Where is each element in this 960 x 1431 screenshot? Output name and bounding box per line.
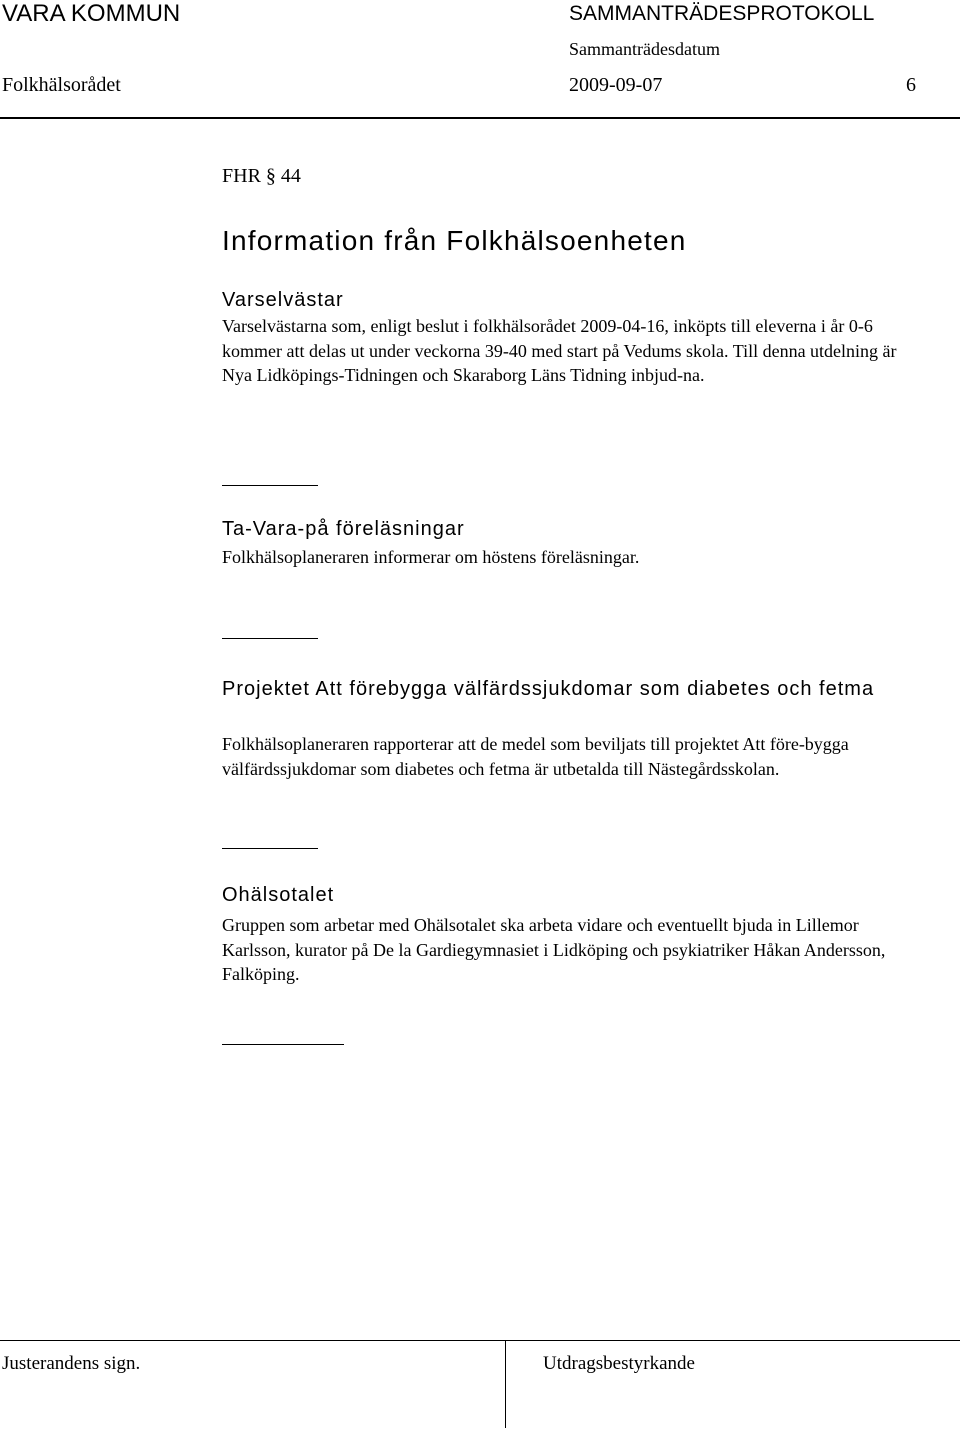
organization-name: VARA KOMMUN: [2, 0, 181, 27]
section-separator: [222, 848, 318, 849]
footer-divider: [0, 1340, 960, 1341]
document-type: SAMMANTRÄDESPROTOKOLL: [569, 2, 875, 25]
section-separator: [222, 485, 318, 486]
body-name: Folkhälsorådet: [2, 74, 121, 96]
section-title: Ohälsotalet: [222, 884, 335, 906]
footer-column-divider: [505, 1340, 506, 1428]
main-title: Information från Folkhälsoenheten: [222, 225, 687, 256]
section-text: Folkhälsoplaneraren informerar om höstens föreläsningar.: [222, 547, 640, 567]
date-label: Sammanträdesdatum: [569, 39, 720, 59]
page-number: 6: [906, 74, 916, 96]
header-divider: [0, 117, 960, 119]
paragraph-number: FHR § 44: [222, 165, 301, 187]
section-title: Projektet Att förebygga välfärdssjukdomar som diabetes och fetma: [222, 678, 875, 700]
section-text: Folkhälsoplaneraren rapporterar att de medel som beviljats till projektet Att före-bygga välfärdssjukdomar som diabetes och fetma är utbetalda till Nästegårdsskolan.: [222, 734, 849, 779]
section-text: Varselvästarna som, enligt beslut i folkhälsorådet 2009-04-16, inköpts till eleverna i år 0-6 kommer att delas ut under veckorna 39-40 med start på Vedums skola. Till denna utdelning är Nya Lidköpings-Tidningen och Skaraborg Läns Tidning inbjud-na.: [222, 316, 897, 385]
meeting-date: 2009-09-07: [569, 74, 663, 96]
section-separator: [222, 1044, 344, 1045]
section-separator: [222, 638, 318, 639]
section-title: Varselvästar: [222, 289, 344, 311]
section-title: Ta-Vara-på föreläsningar: [222, 518, 465, 540]
section-text: Gruppen som arbetar med Ohälsotalet ska arbeta vidare och eventuellt bjuda in Lillemor Karlsson, kurator på De la Gardiegymnasiet i Lidköping och psykiatriker Håkan Andersson, Falköping.: [222, 915, 886, 984]
extract-certification-label: Utdragsbestyrkande: [543, 1353, 695, 1374]
adjuster-signature-label: Justerandens sign.: [2, 1353, 141, 1374]
